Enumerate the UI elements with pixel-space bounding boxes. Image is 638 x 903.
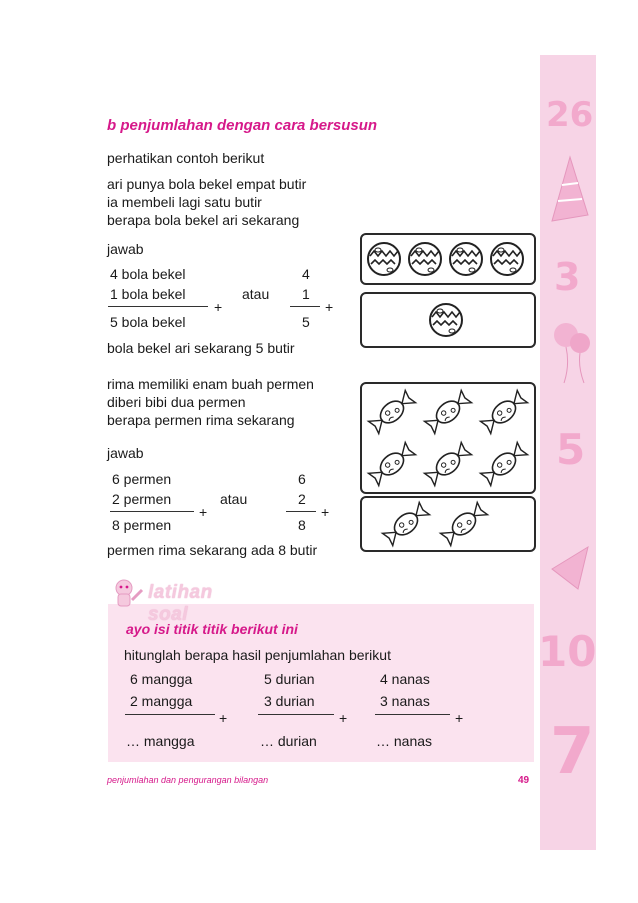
addend-1-number: 6 (298, 471, 306, 487)
addend-1-number: 4 (302, 266, 310, 282)
plus-sign: + (455, 710, 464, 726)
candy-icon (382, 502, 430, 547)
addend-2-number: 2 (298, 491, 306, 507)
sidebar-number: 5 (556, 425, 586, 474)
sum-result: 5 bola bekel (110, 314, 186, 330)
story-line: ari punya bola bekel empat butir (107, 176, 307, 192)
plus-sign: + (325, 299, 334, 315)
story-line: rima memiliki enam buah permen (107, 376, 314, 392)
sidebar-number: 3 (554, 255, 581, 299)
addend-2: 2 permen (112, 491, 172, 507)
candy-icon (424, 390, 472, 435)
problem-addend: 6 mangga (130, 671, 193, 687)
bekel-balls (362, 235, 534, 283)
candy-icon (440, 502, 488, 547)
story-line: berapa permen rima sekarang (107, 412, 295, 428)
latihan-heading-text: latihan soal (148, 582, 213, 625)
answer-line: bola bekel ari sekarang 5 butir (107, 340, 295, 356)
bekel-ball-icon (450, 243, 482, 275)
problem-answer-blank[interactable]: … durian (260, 733, 317, 749)
addend-1: 4 bola bekel (110, 266, 186, 282)
plus-sign: + (339, 710, 348, 726)
sum-line (110, 511, 194, 512)
sum-line (258, 714, 334, 715)
bekel-ball-icon (368, 243, 400, 275)
problem-addend: 2 mangga (130, 693, 193, 709)
sum-line (108, 306, 208, 307)
problem-addend: 5 durian (264, 671, 315, 687)
story-line: ia membeli lagi satu butir (107, 194, 262, 210)
atau-label: atau (220, 491, 248, 507)
addend-1: 6 permen (112, 471, 172, 487)
sum-result-number: 8 (298, 517, 306, 533)
answer-line: permen rima sekarang ada 8 butir (107, 542, 318, 558)
problem-answer-blank[interactable]: … mangga (126, 733, 195, 749)
candy-panel-top (360, 382, 536, 494)
story-line: diberi bibi dua permen (107, 394, 246, 410)
addend-2: 1 bola bekel (110, 286, 186, 302)
party-hat-icon (550, 155, 590, 225)
sum-result: 8 permen (112, 517, 172, 533)
balloon-icon (550, 317, 594, 387)
plus-sign: + (199, 504, 208, 520)
decorative-sidebar (540, 55, 596, 850)
plus-sign: + (214, 299, 223, 315)
jawab-label: jawab (107, 445, 144, 461)
problem-addend: 3 durian (264, 693, 315, 709)
bekel-ball-icon (491, 243, 523, 275)
candy-icon (480, 442, 528, 487)
latihan-instruction: hitunglah berapa hasil penjumlahan berikut (124, 647, 391, 663)
addend-2-number: 1 (302, 286, 310, 302)
candies (362, 384, 534, 492)
sidebar-number: 26 (546, 95, 594, 135)
candy-icon (424, 442, 472, 487)
sum-line (125, 714, 215, 715)
candy-icon (480, 390, 528, 435)
bekel-ball-icon (430, 304, 462, 336)
pencil-mascot-icon (110, 578, 144, 608)
problem-answer-blank[interactable]: … nanas (376, 733, 433, 749)
sum-line (290, 306, 320, 307)
bekel-ball-icon (409, 243, 441, 275)
candy-icon (368, 442, 416, 487)
atau-label: atau (242, 286, 270, 302)
plus-sign: + (219, 710, 228, 726)
balls-panel-bottom (360, 292, 536, 348)
sidebar-number: 7 (550, 715, 595, 789)
sum-line (286, 511, 316, 512)
candies (362, 498, 534, 550)
sidebar-number: 10 (538, 627, 597, 676)
section-title: b penjumlahan dengan cara bersusun (107, 117, 378, 134)
problem-addend: 3 nanas (380, 693, 430, 709)
party-hat-small-icon (548, 543, 592, 593)
balls-panel-top (360, 233, 536, 285)
candy-panel-bottom (360, 496, 536, 552)
sum-result-number: 5 (302, 314, 310, 330)
sum-line (375, 714, 450, 715)
footer-text: penjumlahan dan pengurangan bilangan (107, 775, 269, 785)
page-number: 49 (518, 775, 530, 786)
latihan-subtitle: ayo isi titik titik berikut ini (126, 621, 298, 637)
section-intro: perhatikan contoh berikut (107, 150, 265, 166)
candy-icon (368, 390, 416, 435)
problem-addend: 4 nanas (380, 671, 430, 687)
jawab-label: jawab (107, 241, 144, 257)
plus-sign: + (321, 504, 330, 520)
story-line: berapa bola bekel ari sekarang (107, 212, 300, 228)
bekel-balls (362, 294, 534, 346)
